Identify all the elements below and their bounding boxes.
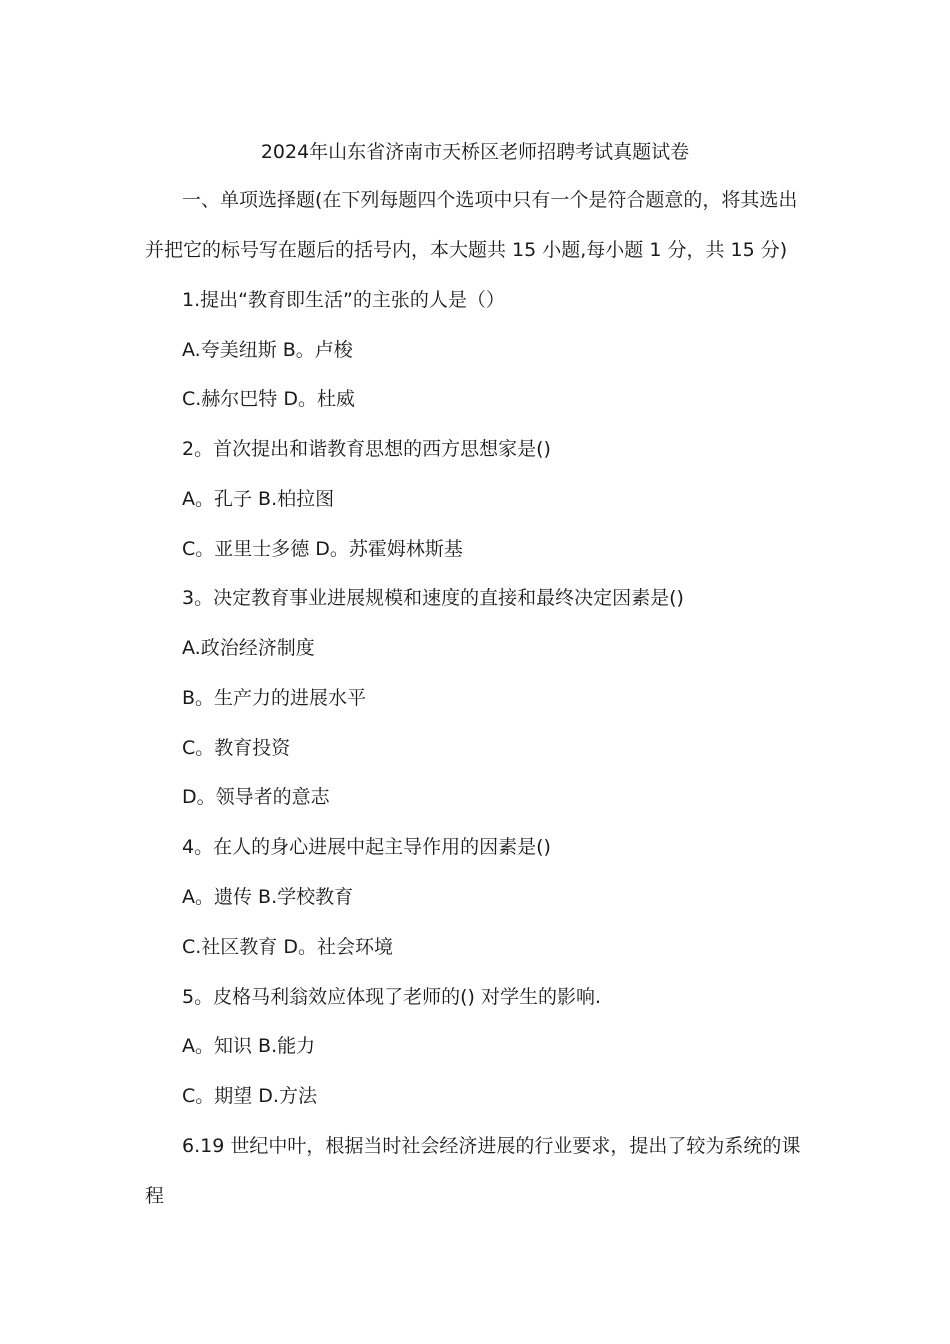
question-2: 2。首次提出和谐教育思想的西方思想家是() <box>182 438 551 460</box>
document-title: 2024年山东省济南市天桥区老师招聘考试真题试卷 <box>260 141 690 163</box>
question-1-options-ab: A.夸美纽斯 B。卢梭 <box>182 339 353 361</box>
section-heading-line-2: 并把它的标号写在题后的括号内，本大题共 15 小题,每小题 1 分，共 15 分) <box>145 239 788 261</box>
question-5-options-cd: C。期望 D.方法 <box>182 1085 317 1107</box>
question-5-options-ab: A。知识 B.能力 <box>182 1035 316 1057</box>
question-4-options-cd: C.社区教育 D。社会环境 <box>182 936 393 958</box>
question-3-option-b: B。生产力的进展水平 <box>182 687 367 709</box>
question-6: 6.19 世纪中叶，根据当时社会经济进展的行业要求，提出了较为系统的课 <box>182 1135 801 1157</box>
question-1: 1.提出“教育即生活”的主张的人是（） <box>182 289 505 311</box>
question-6-continuation: 程 <box>145 1185 165 1207</box>
question-2-options-ab: A。孔子 B.柏拉图 <box>182 488 335 510</box>
question-5: 5。皮格马利翁效应体现了老师的() 对学生的影响. <box>182 986 601 1008</box>
question-1-options-cd: C.赫尔巴特 D。杜威 <box>182 388 355 410</box>
question-4-options-ab: A。遗传 B.学校教育 <box>182 886 354 908</box>
question-3-option-d: D。领导者的意志 <box>182 786 330 808</box>
question-3-option-a: A.政治经济制度 <box>182 637 315 659</box>
question-2-options-cd: C。亚里士多德 D。苏霍姆林斯基 <box>182 538 463 560</box>
section-heading-line-1: 一、单项选择题(在下列每题四个选项中只有一个是符合题意的，将其选出 <box>182 189 798 211</box>
question-3-option-c: C。教育投资 <box>182 737 291 759</box>
question-3: 3。决定教育事业进展规模和速度的直接和最终决定因素是() <box>182 587 684 609</box>
question-4: 4。在人的身心进展中起主导作用的因素是() <box>182 836 551 858</box>
